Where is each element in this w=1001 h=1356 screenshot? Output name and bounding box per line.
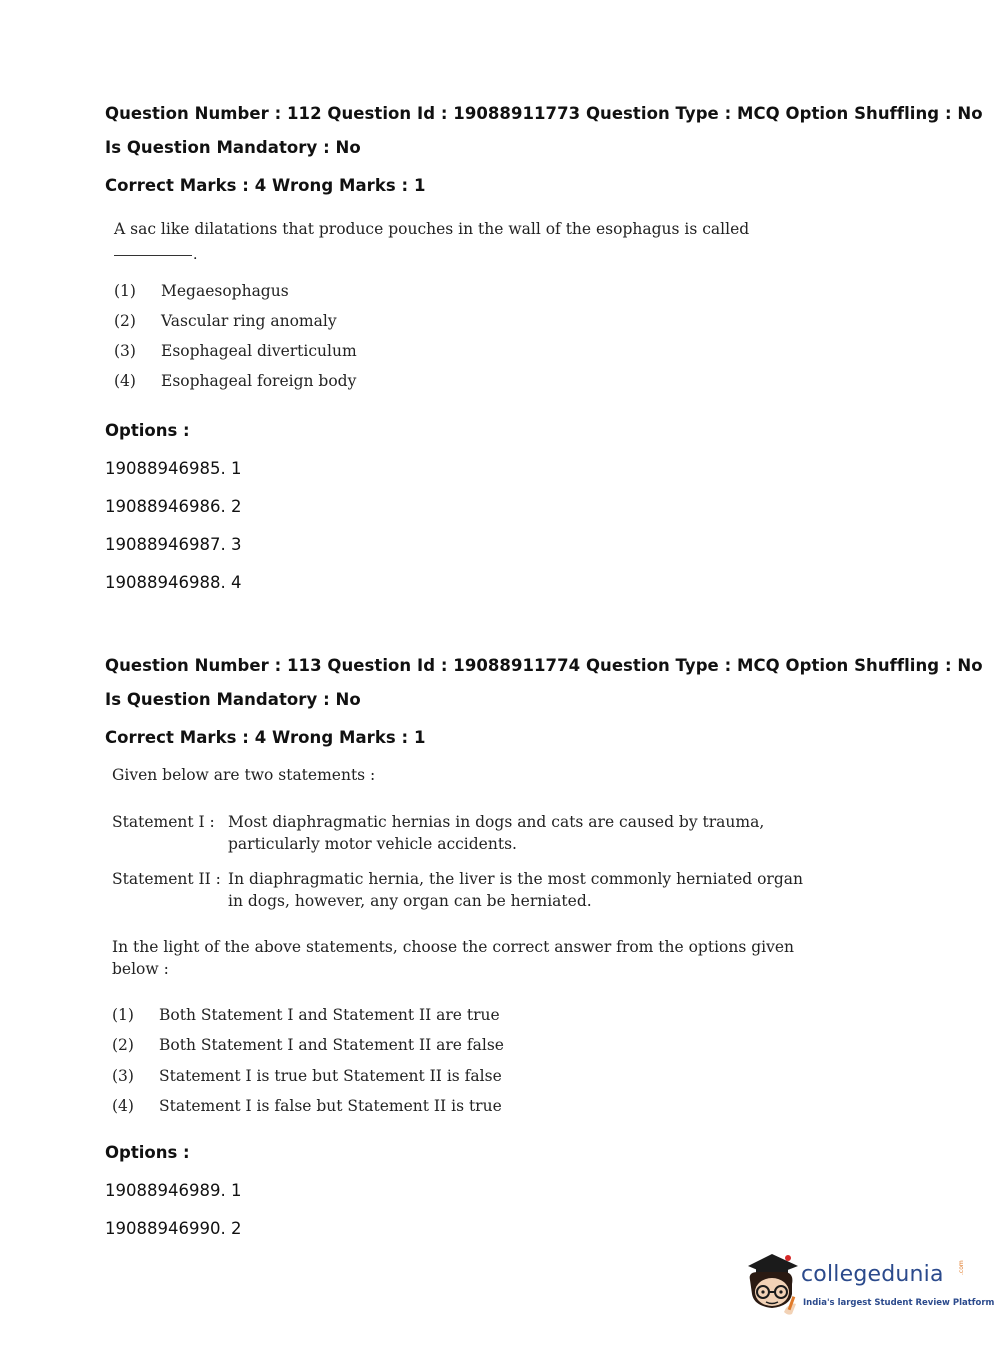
q112-option-3: 19088946987. 3 [105, 535, 242, 554]
q113-options-label: Options : [105, 1143, 190, 1162]
q113-marks: Correct Marks : 4 Wrong Marks : 1 [105, 728, 426, 747]
q112-option-2: 19088946986. 2 [105, 497, 242, 516]
q112-choice-4-text: Esophageal foreign body [161, 372, 357, 390]
q112-option-1: 19088946985. 1 [105, 459, 242, 478]
q112-options-label: Options : [105, 421, 190, 440]
q113-statement2-line2: in dogs, however, any organ can be herniated. [228, 892, 592, 910]
q113-choice-3-num: (3) [112, 1067, 134, 1085]
q113-choice-4-num: (4) [112, 1097, 134, 1115]
q112-choice-4-num: (4) [114, 372, 136, 390]
q113-statement1-label: Statement I : [112, 813, 215, 831]
q113-choice-1-text: Both Statement I and Statement II are true [159, 1006, 500, 1024]
q113-instruction-line2: below : [112, 960, 169, 978]
logo-tagline: India's largest Student Review Platform [803, 1298, 995, 1308]
q113-option-2: 19088946990. 2 [105, 1219, 242, 1238]
q113-meta-line1: Question Number : 113 Question Id : 19088911774 Question Type : MCQ Option Shuffling : No [105, 656, 983, 675]
q112-choice-1-num: (1) [114, 282, 136, 300]
q113-option-1: 19088946989. 1 [105, 1181, 242, 1200]
q112-choice-3-num: (3) [114, 342, 136, 360]
q112-blank-line [114, 255, 192, 256]
q112-meta-line1: Question Number : 112 Question Id : 19088911773 Question Type : MCQ Option Shuffling : No [105, 104, 983, 123]
q113-choice-2-num: (2) [112, 1036, 134, 1054]
q112-option-4: 19088946988. 4 [105, 573, 242, 592]
q112-choice-2-text: Vascular ring anomaly [161, 312, 337, 330]
q113-intro: Given below are two statements : [112, 766, 376, 784]
q112-choice-2-num: (2) [114, 312, 136, 330]
q113-choice-1-num: (1) [112, 1006, 134, 1024]
q112-meta-line2: Is Question Mandatory : No [105, 138, 361, 157]
q113-statement1-line1: Most diaphragmatic hernias in dogs and cats are caused by trauma, [228, 813, 765, 831]
q113-choice-4-text: Statement I is false but Statement II is true [159, 1097, 502, 1115]
q112-choice-3-text: Esophageal diverticulum [161, 342, 357, 360]
q112-marks: Correct Marks : 4 Wrong Marks : 1 [105, 176, 426, 195]
q113-statement2-label: Statement II : [112, 870, 221, 888]
q113-meta-line2: Is Question Mandatory : No [105, 690, 361, 709]
logo-com-suffix: .com [958, 1260, 965, 1275]
q112-choice-1-text: Megaesophagus [161, 282, 289, 300]
q113-choice-3-text: Statement I is true but Statement II is false [159, 1067, 502, 1085]
q112-blank-dot: . [193, 247, 198, 263]
q113-statement1-line2: particularly motor vehicle accidents. [228, 835, 517, 853]
logo-wordmark: collegedunia [801, 1262, 944, 1287]
q112-question-text: A sac like dilatations that produce pouches in the wall of the esophagus is called [114, 220, 750, 238]
q113-choice-2-text: Both Statement I and Statement II are false [159, 1036, 504, 1054]
mascot-icon [742, 1250, 802, 1320]
q113-instruction-line1: In the light of the above statements, choose the correct answer from the options given [112, 938, 795, 956]
q113-statement2-line1: In diaphragmatic hernia, the liver is the most commonly herniated organ [228, 870, 803, 888]
